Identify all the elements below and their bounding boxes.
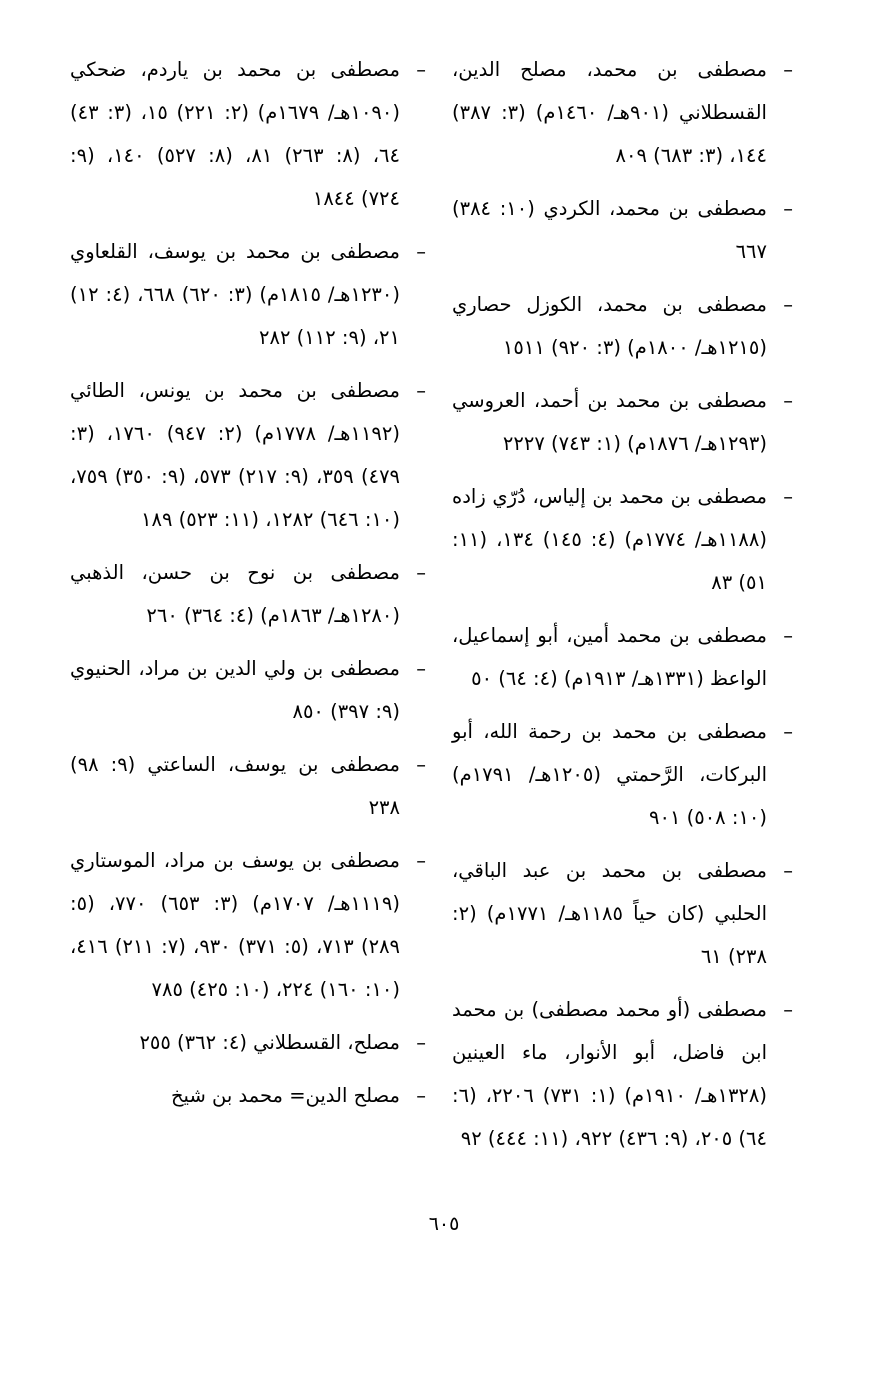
entry-dash: – [783, 389, 793, 412]
entry-dash: – [416, 657, 426, 680]
index-entry [452, 475, 793, 604]
entry-text: مصطفى بن يوسف، الساعتي (٩: ٩٨) ٢٣٨ [70, 753, 400, 819]
entry-text: مصطفى (أو محمد مصطفى) بن محمد ابن فاضل، أبو الأنوار، ماء العينين (١٣٢٨هـ/ ١٩١٠م) (١: ٧٣١) ٢٢٠٦، (٦: ٦٤) ٢٠٥، (٩: ٤٣٦) ٩٢٢، (١١: ٤٤٤) ٩٢ [452, 998, 767, 1150]
entry-dash: – [416, 1084, 426, 1107]
index-entry [452, 379, 793, 465]
entry-text: مصطفى بن محمد، الكوزل حصاري (١٢١٥هـ/ ١٨٠٠م) (٣: ٩٢٠) ١٥١١ [452, 293, 767, 359]
entry-text: مصلح الدين= محمد بن شيخ [170, 1084, 400, 1107]
index-entry [70, 839, 426, 1011]
entry-dash: – [783, 998, 793, 1021]
index-entry [70, 1021, 426, 1064]
index-entry [452, 849, 793, 978]
entry-text: مصطفى بن محمد بن أحمد، العروسي (١٢٩٣هـ/ ١٨٧٦م) (١: ٧٤٣) ٢٢٢٧ [452, 389, 767, 455]
entry-text: مصطفى بن محمد بن عبد الباقي، الحلبي (كان حياً ١١٨٥هـ/ ١٧٧١م) (٢: ٢٣٨) ٦١ [452, 859, 767, 968]
entry-dash: – [783, 485, 793, 508]
entry-text: مصطفى بن محمد، الكردي (١٠: ٣٨٤) ٦٦٧ [452, 197, 767, 263]
index-entry [452, 48, 793, 177]
index-entry [452, 187, 793, 273]
entry-dash: – [783, 293, 793, 316]
entry-text: مصطفى بن محمد بن إلياس، دُرّي زاده (١١٨٨هـ/ ١٧٧٤م) (٤: ١٤٥) ١٣٤، (١١: ٥١) ٨٣ [452, 485, 767, 594]
index-entry [70, 743, 426, 829]
entry-text: مصطفى بن محمد، مصلح الدين، القسطلاني (٩٠١هـ/ ١٤٦٠م) (٣: ٣٨٧) ١٤٤، (٣: ٦٨٣) ٨٠٩ [452, 58, 767, 167]
index-entry [452, 283, 793, 369]
entry-dash: – [783, 197, 793, 220]
entry-text: مصطفى بن نوح بن حسن، الذهبي (١٢٨٠هـ/ ١٨٦٣م) (٤: ٣٦٤) ٢٦٠ [70, 561, 400, 627]
entry-text: مصطفى بن ولي الدين بن مراد، الحنيوي (٩: ٣٩٧) ٨٥٠ [70, 657, 400, 723]
index-entry [452, 988, 793, 1160]
index-entry [70, 1074, 426, 1117]
entry-dash: – [783, 720, 793, 743]
entry-text: مصطفى بن يوسف بن مراد، الموستاري (١١١٩هـ/ ١٧٠٧م) (٣: ٦٥٣) ٧٧٠، (٥: ٢٨٩) ٧١٣، (٥: ٣٧١) ٩٣٠، (٧: ٢١١) ٤١٦، (١٠: ١٦٠) ٢٢٤، (١٠: ٤٢٥) ٧٨٥ [70, 849, 401, 1001]
entry-text: مصطفى بن محمد أمين، أبو إسماعيل، الواعظ (١٣٣١هـ/ ١٩١٣م) (٤: ٦٤) ٥٠ [452, 624, 767, 690]
index-column-left [70, 48, 426, 1127]
entry-dash: – [416, 58, 426, 81]
entry-dash: – [416, 849, 426, 872]
index-entry [70, 48, 426, 220]
index-entry [70, 551, 426, 637]
entry-dash: – [416, 240, 426, 263]
entry-text: مصطفى بن محمد بن يوسف، القلعاوي (١٢٣٠هـ/ ١٨١٥م) (٣: ٦٢٠) ٦٦٨، (٤: ١٢) ٢١، (٩: ١١٢) ٢٨٢ [70, 240, 400, 349]
entry-text: مصطفى بن محمد بن ياردم، ضحكي (١٠٩٠هـ/ ١٦٧٩م) (٢: ٢٢١) ١٥، (٣: ٤٣) ٦٤، (٨: ٢٦٣) ٨١، (٨: ٥٢٧) ١٤٠، (٩: ٧٢٤) ١٨٤٤ [70, 58, 400, 210]
index-column-right [452, 48, 793, 1170]
entry-dash: – [783, 58, 793, 81]
index-entry [70, 230, 426, 359]
entry-dash: – [783, 624, 793, 647]
entry-dash: – [416, 1031, 426, 1054]
index-entry [70, 647, 426, 733]
index-entry [70, 369, 426, 541]
entry-dash: – [416, 561, 426, 584]
page-number: ٦٠٥ [428, 1213, 460, 1235]
entry-text: مصطفى بن محمد بن يونس، الطائي (١١٩٢هـ/ ١٧٧٨م) (٢: ٩٤٧) ١٧٦٠، (٣: ٤٧٩) ٣٥٩، (٩: ٢١٧) ٥٧٣، (٩: ٣٥٠) ٧٥٩، (١٠: ٦٤٦) ١٢٨٢، (١١: ٥٢٣) ١٨٩ [70, 379, 401, 531]
entry-text: مصلح، القسطلاني (٤: ٣٦٢) ٢٥٥ [139, 1031, 400, 1054]
entry-text: مصطفى بن محمد بن رحمة الله، أبو البركات، الرَّحمتي (١٢٠٥هـ/ ١٧٩١م) (١٠: ٥٠٨) ٩٠١ [452, 720, 768, 829]
entry-dash: – [416, 379, 426, 402]
entry-dash: – [416, 753, 426, 776]
index-entry [452, 710, 793, 839]
index-entry [452, 614, 793, 700]
entry-dash: – [783, 859, 793, 882]
